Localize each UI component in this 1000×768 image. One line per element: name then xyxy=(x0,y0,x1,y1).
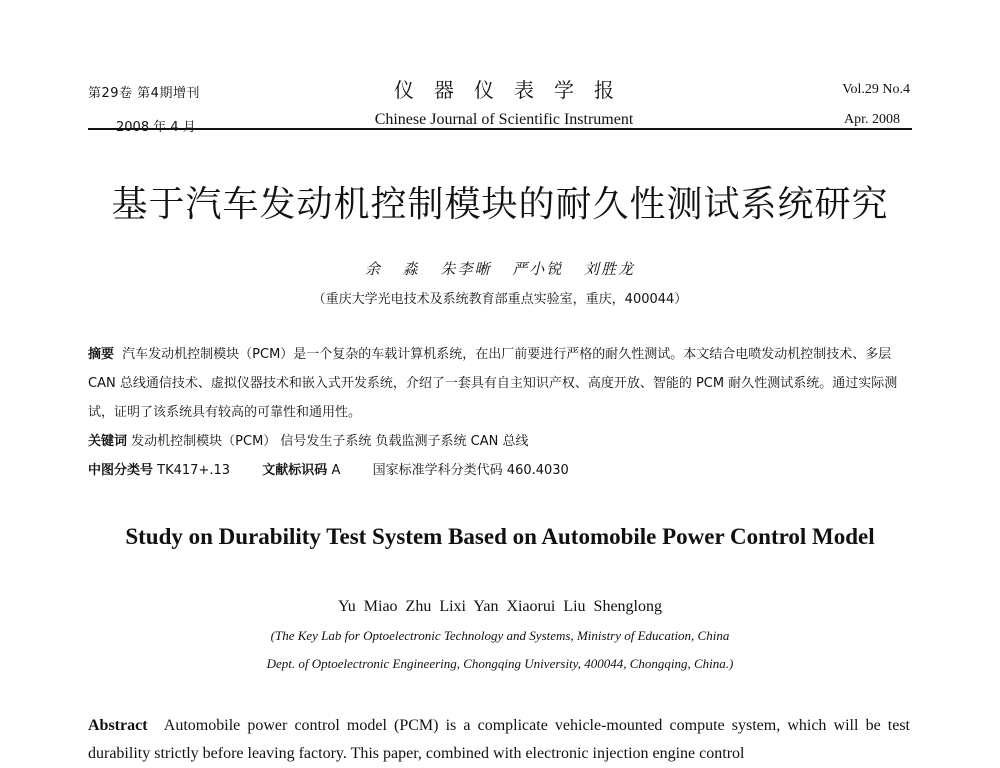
volume-issue-cn: 第29卷 第4期增刊 xyxy=(88,86,200,101)
abstract-cn xyxy=(88,340,910,427)
keywords-cn xyxy=(88,430,910,449)
header-left xyxy=(88,70,288,135)
keywords-cn-text: 发动机控制模块（PCM） 信号发生子系统 负载监测子系统 CAN 总线 xyxy=(131,434,529,449)
journal-name-cn: 仪器仪表学报 xyxy=(394,78,634,102)
header-rule xyxy=(88,128,912,130)
affiliation-cn: （重庆大学光电技术及系统教育部重点实验室，重庆，400044） xyxy=(312,292,688,307)
abstract-en-label: Abstract xyxy=(88,717,148,734)
discipline-code-value: 460.4030 xyxy=(506,463,569,478)
keywords-cn-label: 关键词 xyxy=(88,434,128,449)
paper-title-cn: 基于汽车发动机控制模块的耐久性测试系统研究 xyxy=(111,184,889,225)
volume-issue-en: Vol.29 No.4 xyxy=(842,82,910,97)
journal-header xyxy=(88,70,910,135)
abstract-cn-label: 摘要 xyxy=(88,347,115,362)
abstract-cn-text: 汽车发动机控制模块（PCM）是一个复杂的车载计算机系统，在出厂前要进行严格的耐久性测试。本文结合电喷发动机控制技术、多层 CAN 总线通信技术、虚拟仪器技术和嵌入式开发系统，介绍了一套具有自主知识产权、高度开放、智能的 PCM 耐久性测试系统。通过实际测试，证明了该系统具有较高的可靠性和通用性。 xyxy=(88,347,898,420)
affiliation-en-line-1: (The Key Lab for Optoelectronic Technology and Systems, Ministry of Education, China xyxy=(270,628,730,643)
discipline-code-label: 国家标准学科分类代码 xyxy=(372,463,503,478)
header-right xyxy=(750,70,910,128)
header-center xyxy=(324,70,684,129)
affiliation-en-line-2: Dept. of Optoelectronic Engineering, Chongqing University, 400044, Chongqing, China.) xyxy=(266,656,734,671)
date-en: Apr. 2008 xyxy=(844,112,900,127)
paper-title-en: Study on Durability Test System Based on Automobile Power Control Model xyxy=(125,524,875,549)
journal-name-en: Chinese Journal of Scientific Instrument xyxy=(374,111,634,128)
classification-cn xyxy=(88,459,910,478)
authors-cn: 余 淼 朱李晰 严小锐 刘胜龙 xyxy=(364,260,636,278)
date-cn: 2008 年 4 月 xyxy=(116,120,196,135)
abstract-en-text: Automobile power control model (PCM) is a complicate vehicle-mounted compute system, which will be test durability strictly before leaving factory. This paper, combined with electronic injection engine control xyxy=(88,717,911,762)
clc-label: 中图分类号 xyxy=(88,463,154,478)
doc-code-value: A xyxy=(331,463,341,478)
authors-en: Yu Miao Zhu Lixi Yan Xiaorui Liu Shenglong xyxy=(338,598,662,615)
doc-code-label: 文献标识码 xyxy=(262,463,328,478)
clc-value: TK417+.13 xyxy=(157,463,231,478)
